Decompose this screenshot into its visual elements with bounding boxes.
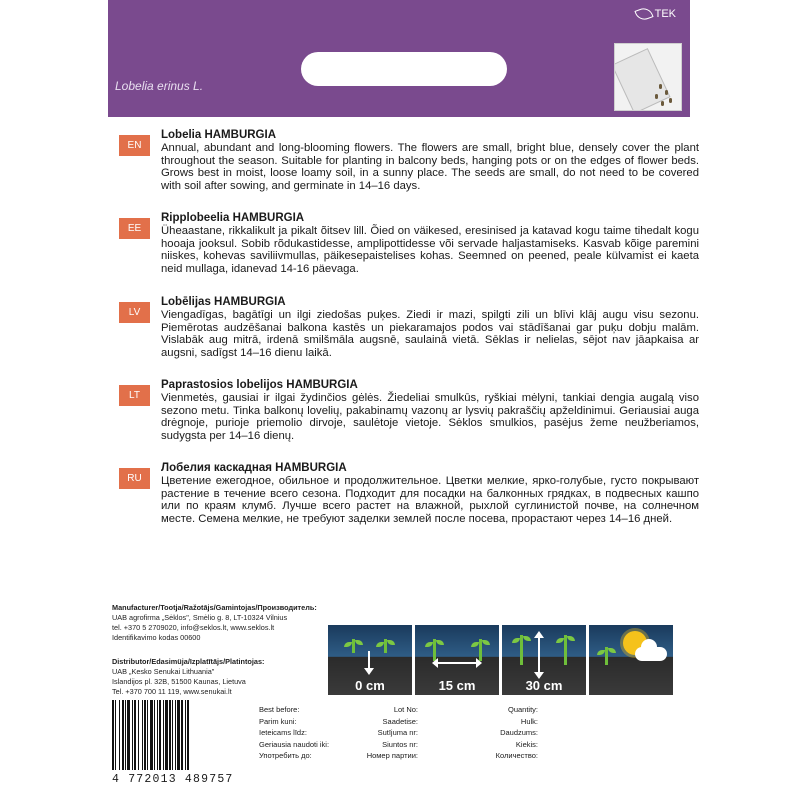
brand-text: TEK	[654, 8, 676, 20]
info-label: Geriausia naudoti iki:	[259, 739, 330, 749]
info-label: Parim kuni:	[259, 716, 297, 726]
cloud-icon	[635, 647, 667, 661]
barcode-digits: 4 772013 489757	[112, 773, 234, 786]
lang-title: Lobelia HAMBURGIA	[161, 129, 276, 141]
leaf-icon	[634, 6, 653, 23]
lang-title: Lobēlijas HAMBURGIA	[161, 296, 286, 308]
lang-tag: LT	[119, 385, 150, 406]
lang-text: Цветение ежегодное, обильное и продолжительное. Цветки мелкие, ярко-голубые, густо покрывают растение в течение всего сезона. Подходит для посадки на балконных грядках, в подвесных кашпо или по краям клумб. Лучше всего растет на влажной, рыхлой суглинистой почве, на солнечном месте. Семена мелкие, не требуют заделки землей после посева, прорастают через 14–16 дней.	[161, 475, 699, 525]
sowing-depth-icon	[328, 625, 412, 695]
barcode	[112, 700, 240, 770]
distributor-contacts: Tel. +370 700 11 119, www.senukai.lt	[112, 687, 232, 696]
lang-title: Лобелия каскадная HAMBURGIA	[161, 462, 347, 474]
packet-header	[108, 0, 690, 117]
lang-tag: EE	[119, 218, 150, 239]
info-label: Номер партии:	[366, 751, 418, 761]
info-label: Siuntos nr:	[382, 739, 418, 749]
lang-tag: LV	[119, 302, 150, 323]
info-label: Употребить до:	[259, 751, 312, 761]
hang-hole	[301, 52, 507, 86]
info-label: Hulk:	[520, 716, 538, 726]
manufacturer-heading: Manufacturer/Tootja/Ražotājs/Gamintojas/Производитель:	[112, 603, 317, 612]
info-label: Ieteicams līdz:	[259, 728, 307, 738]
manufacturer-info	[112, 603, 317, 643]
lot-labels	[356, 704, 418, 762]
row-spacing-label: 30 cm	[525, 678, 563, 693]
info-label: Kiekis:	[515, 739, 538, 749]
info-label: Saadetise:	[382, 716, 418, 726]
plant-spacing-label: 15 cm	[438, 678, 476, 693]
distributor-heading: Distributor/Edasimüja/Izplatītājs/Platintojas:	[112, 657, 265, 666]
info-label: Lot No:	[393, 705, 418, 714]
info-label: Best before:	[259, 705, 300, 714]
species-name: Lobelia erinus L.	[115, 79, 204, 93]
info-label: Quantity:	[507, 705, 538, 714]
distributor-info	[112, 657, 264, 697]
quantity-labels	[482, 704, 538, 762]
distributor-name: UAB „Kesko Senukai Lithuania"	[112, 667, 215, 676]
sowing-icons	[328, 625, 676, 695]
lang-tag: EN	[119, 135, 150, 156]
barcode-bar	[189, 700, 190, 770]
info-label: Количество:	[495, 751, 538, 761]
seed-photo	[614, 43, 682, 111]
manufacturer-contacts: tel. +370 5 2709020, info@seklos.lt, www.seklos.lt	[112, 623, 275, 632]
best-before-labels	[259, 704, 329, 762]
lang-text: Vienmetės, gausiai ir ilgai žydinčios gėlės. Žiedeliai smulkūs, ryškiai mėlyni, tankiai dengia augalą viso sezono metu. Tinka balkonų lovelių, pakabinamų vazonų ar lysvių pakraščių apželdinimui. Geriausiai auga drėgnoje, purioje priemolio dirvoje, saulėtoje vietoje. Sėklos smulkios, pasėjus žeme neužberiamos, sudygsta per 14–16 dienų.	[161, 392, 699, 442]
lang-tag: RU	[119, 468, 150, 489]
manufacturer-address: UAB agrofirma „Sėklos", Smėlio g. 8, LT-10324 Vilnius	[112, 613, 288, 622]
sunny-place-icon	[589, 625, 673, 695]
lang-text: Annual, abundant and long-blooming flowers. The flowers are small, bright blue, densely cover the plant throughout the season. Suitable for planting in balcony beds, hanging pots or on the edges of flower beds. Grows best in moist, loose loamy soil, in a sunny place. The seeds are small, do not need to be covered with soil after sowing, and germinate in 14–16 days.	[161, 142, 699, 192]
manufacturer-code: Identifikavimo kodas 00600	[112, 633, 201, 642]
info-label: Daudzums:	[500, 728, 538, 738]
lang-title: Ripplobeelia HAMBURGIA	[161, 212, 305, 224]
lang-text: Viengadīgas, bagātīgi un ilgi ziedošas puķes. Ziedi ir mazi, spilgti zili un blīvi klāj augu visu sezonu. Piemērotas audzēšanai balkona kastēs un piekaramajos podos vai stādīšanai gar puķu dobju malām. Vislabāk aug mitrā, irdenā smilšmāla augsnē, saulainā vietā. Sēklas ir nelielas, sējot nav jāapkaisa ar augsni, sadīgst 14–16 dienu laikā.	[161, 309, 699, 359]
sowing-depth-label: 0 cm	[355, 678, 385, 693]
row-spacing-icon	[502, 625, 586, 695]
lang-text: Üheaastane, rikkalikult ja pikalt õitsev lill. Õied on väikesed, eresinised ja katavad kogu taime tihedalt kogu hooaja jooksul. Sobib rõdukastidesse, amplipottidesse või servade haljastamiseks. Kasvab kõige paremini niiskes, kohevas saviliivmullas, päikesepaistelises kohas. Seemned on peened, peale külvamist ei kaeta neid mullaga, idanevad 14-16 päevaga.	[161, 225, 699, 275]
info-label: Sutījuma nr:	[377, 728, 418, 738]
distributor-address: Islandijos pl. 32B, 51500 Kaunas, Lietuva	[112, 677, 246, 686]
plant-spacing-icon	[415, 625, 499, 695]
lang-title: Paprastosios lobelijos HAMBURGIA	[161, 379, 358, 391]
brand-logo	[636, 8, 676, 20]
